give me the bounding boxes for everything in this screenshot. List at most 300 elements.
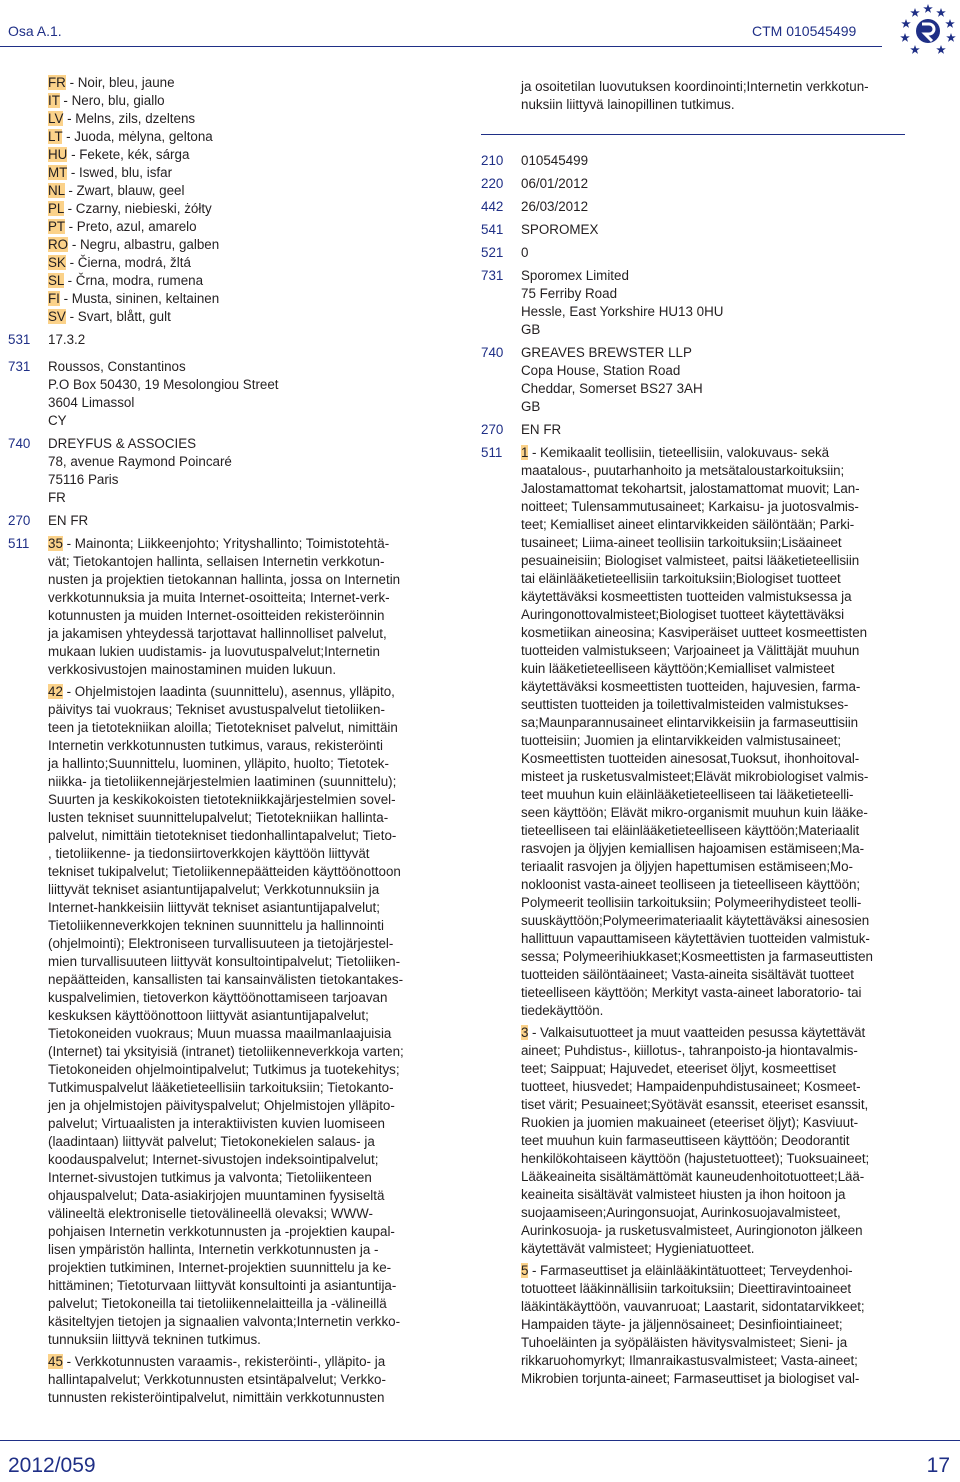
goods-line <box>521 1370 911 1388</box>
colour-list <box>8 74 438 326</box>
goods-text: Ruokien ja juomien makuaineet (eteeriset öljyt); Kasviuut- <box>521 1115 858 1130</box>
goods-text: mukaan lukien uudistamis- ja luovutuspalvelut;Internetin <box>48 644 380 659</box>
goods-line <box>48 845 438 863</box>
colour-translation <box>8 254 438 272</box>
eu-stars-logo-icon <box>897 2 959 58</box>
goods-text: henkilökohtaiseen käyttöön (hajustetuotteet); Tuoksuaineet; <box>521 1151 870 1166</box>
inid-code: 740 <box>8 436 31 451</box>
colour-names: - Noir, bleu, jaune <box>65 75 175 90</box>
goods-text: tiset värit; Pesuaineet;Syötävät esanssit, eteeriset esanssit, <box>521 1097 869 1112</box>
inid-code: 740 <box>481 345 504 360</box>
colour-translation <box>8 290 438 308</box>
goods-line <box>521 1132 911 1150</box>
goods-line <box>521 1280 911 1298</box>
goods-line <box>48 1331 438 1349</box>
language-code: SV <box>48 309 66 324</box>
entry-511 <box>8 535 438 1411</box>
representative-address <box>48 435 438 507</box>
goods-line <box>521 1352 911 1370</box>
goods-line <box>48 899 438 917</box>
class-number: 35 <box>48 536 63 551</box>
goods-line <box>48 1313 438 1331</box>
inid-code: 442 <box>481 199 504 214</box>
goods-text: Tuhoeläinten ja syöpäläisten hävitysvalmisteet; Sieni- ja <box>521 1335 848 1350</box>
goods-text: rikkaruohomyrkyt; Ilmanraikastusvalmisteet; Vasta-aineet; <box>521 1353 858 1368</box>
goods-text: verkkotunnuksia ja muita Internet-osoitteita; Internet-verk- <box>48 590 390 605</box>
goods-line <box>48 1169 438 1187</box>
goods-line <box>521 660 911 678</box>
goods-line <box>521 552 911 570</box>
goods-text: teet muuhun kuin eläinlääketieteelliseen tai lääketieteelli- <box>521 787 854 802</box>
goods-line <box>48 1241 438 1259</box>
colour-translation <box>8 110 438 128</box>
goods-line <box>521 966 911 984</box>
language-code: FI <box>48 291 60 306</box>
goods-text: sessa; Polymeerihiukkaset;Kosmeettisten ja farmaseuttisten <box>521 949 873 964</box>
language-code: NL <box>48 183 65 198</box>
goods-text: vät; Tietokantojen hallinta, sellaisen Internetin verkkotun- <box>48 554 385 569</box>
goods-line <box>521 930 911 948</box>
inid-code: 511 <box>481 445 503 460</box>
goods-text: ja hallinto;Suunnittelu, luominen, ylläpito, huolto; Tietotek- <box>48 756 389 771</box>
goods-line <box>521 858 911 876</box>
goods-text: suuskäyttöön;Polymeerimateriaalit käytettäväksi ainesosien <box>521 913 870 928</box>
address-line: P.O Box 50430, 19 Mesolongiou Street <box>48 377 279 392</box>
goods-text: misteet ja rusketusvalmisteet;Elävät mikrobiologiset valmis- <box>521 769 869 784</box>
goods-line <box>521 948 911 966</box>
goods-line <box>521 750 911 768</box>
goods-line <box>521 642 911 660</box>
goods-text: tuotteisiin; Juomien ja elintarvikkeiden valmistusaineet; <box>521 733 841 748</box>
goods-line <box>48 881 438 899</box>
goods-line <box>521 1096 911 1114</box>
goods-text: keskuksen käyttöönottoon liittyvät asiantuntijapalvelut; <box>48 1008 369 1023</box>
language-code: PT <box>48 219 65 234</box>
goods-line <box>48 773 438 791</box>
footer-rule <box>0 1440 960 1441</box>
goods-text: tuotteiden valmistukseen; Varjoaineet ja Välittäjät muuhun <box>521 643 860 658</box>
goods-line <box>521 1222 911 1240</box>
goods-text: hallittuun vapauttamiseen käytettävien tuotteiden valmistuk- <box>521 931 870 946</box>
entry-210 <box>481 152 911 170</box>
goods-text: niikka- ja tietoliikennejärjestelmien laatiminen (suunnittelu); <box>48 774 397 789</box>
goods-line <box>521 1114 911 1132</box>
goods-line <box>521 822 911 840</box>
goods-text: pohjaisen Internetin verkkotunnusten ja -projektien kaupal- <box>48 1224 395 1239</box>
goods-line <box>48 917 438 935</box>
class-number: 45 <box>48 1354 63 1369</box>
inid-code: 210 <box>481 153 504 168</box>
goods-line <box>521 1150 911 1168</box>
entry-731 <box>8 358 438 430</box>
goods-line <box>521 462 911 480</box>
goods-text: tuotteet, hiusvedet; Hampaidenpuhdistusaineet; Kosmeet- <box>521 1079 861 1094</box>
goods-line <box>521 696 911 714</box>
entry-270 <box>481 421 911 439</box>
address-line: GB <box>521 399 541 414</box>
address-line: Sporomex Limited <box>521 268 629 283</box>
goods-text: - Mainonta; Liikkeenjohto; Yrityshallinto; Toimistotehtä- <box>62 536 390 551</box>
continuation-line: ja osoitetilan luovutuksen koordinointi;Internetin verkkotun- <box>521 79 869 94</box>
colour-names: - Juoda, mėlyna, geltona <box>62 129 213 144</box>
colour-names: - Čierna, modrá, žltá <box>65 255 191 270</box>
language-code: LT <box>48 129 63 144</box>
address-line: DREYFUS & ASSOCIES <box>48 436 197 451</box>
goods-line <box>48 1079 438 1097</box>
ctm-number: CTM 010545499 <box>752 23 857 39</box>
goods-text: rasvojen ja öljyjen kemiallisen hajoamisen estämiseen;Ma- <box>521 841 865 856</box>
filing-date: 06/01/2012 <box>521 176 589 191</box>
language-code: IT <box>48 93 60 108</box>
goods-text: välineeltä elektroniselle tietovälineellä olevaksi; WWW- <box>48 1206 373 1221</box>
colour-names: - Negru, albastru, galben <box>68 237 220 252</box>
goods-text: sa;Maunparannusaineet elintarvikkeisiin ja farmaseuttisiin <box>521 715 858 730</box>
mark-text: SPOROMEX <box>521 222 599 237</box>
goods-text: keaineita sisältävät valmisteet hiusten ja ihon hoitoon ja <box>521 1187 846 1202</box>
goods-line <box>48 625 438 643</box>
goods-line <box>521 768 911 786</box>
entry-740 <box>481 344 911 416</box>
goods-text: nepäätteiden, kansallisten tai kansainvälisten tietokantakes- <box>48 972 404 987</box>
goods-line <box>48 1353 438 1371</box>
goods-line <box>521 1002 911 1020</box>
goods-text: maatalous-, puutarhanhoito ja metsätaloustarkoituksiin; <box>521 463 845 478</box>
goods-line <box>48 791 438 809</box>
goods-text: Aurinkosuoja- ja rusketusvalmisteet, Auringionoton jälkeen <box>521 1223 863 1238</box>
colour-names: - Zwart, blauw, geel <box>64 183 185 198</box>
colour-names: - Fekete, kék, sárga <box>67 147 190 162</box>
mark-value: 0 <box>521 245 529 260</box>
goods-line <box>48 1025 438 1043</box>
goods-line <box>48 1371 438 1389</box>
address-line: GB <box>521 322 541 337</box>
address-line: Roussos, Constantinos <box>48 359 186 374</box>
goods-text: (ohjelmointi); Elektroniseen turvallisuuteen ja tietojärjestel- <box>48 936 394 951</box>
goods-text: Tietokoneiden vuokraus; Muun muassa maailmanlaajuisia <box>48 1026 392 1041</box>
goods-services <box>48 535 438 1411</box>
inid-code: 731 <box>8 359 31 374</box>
goods-line <box>521 876 911 894</box>
goods-text: Polymeerit teollisiin tarkoituksiin; Polymeerihydisteet teolli- <box>521 895 862 910</box>
goods-text: Internet-sivustojen tutkimus ja valvonta; Tietoliikenteen <box>48 1170 372 1185</box>
goods-line <box>48 683 438 701</box>
colour-names: - Melns, zils, dzeltens <box>63 111 196 126</box>
entry-220 <box>481 175 911 193</box>
goods-line <box>521 1298 911 1316</box>
goods-line <box>48 1223 438 1241</box>
address-line: CY <box>48 413 67 428</box>
goods-text: teet muuhun kuin farmaseuttiseen käyttöön; Deodorantit <box>521 1133 850 1148</box>
application-number: 010545499 <box>521 153 589 168</box>
goods-line <box>48 701 438 719</box>
left-column <box>8 74 438 1411</box>
goods-line <box>521 444 911 462</box>
goods-text: tusaineet; Liima-aineet teollisiin tarkoituksiin;Lisäaineet <box>521 535 842 550</box>
goods-text: totuotteet lääkinnällisiin tarkoituksiin; Dieettiravintoaineet <box>521 1281 851 1296</box>
goods-line <box>48 1133 438 1151</box>
goods-line <box>48 1205 438 1223</box>
address-line: 3604 Limassol <box>48 395 135 410</box>
inid-code: 270 <box>481 422 504 437</box>
goods-line <box>521 1316 911 1334</box>
goods-text: hittäminen; Tietoturvaan liittyvät konsultointi ja asiantuntija- <box>48 1278 397 1293</box>
entry-731 <box>481 267 911 339</box>
goods-line <box>48 755 438 773</box>
inid-code: 220 <box>481 176 504 191</box>
address-line: 75 Ferriby Road <box>521 286 618 301</box>
goods-line <box>521 1186 911 1204</box>
goods-line <box>521 984 911 1002</box>
inid-code: 541 <box>481 222 504 237</box>
address-line: Copa House, Station Road <box>521 363 681 378</box>
address-line: Cheddar, Somerset BS27 3AH <box>521 381 703 396</box>
goods-line <box>521 1240 911 1258</box>
goods-text: lusten tekniset suunnittelupalvelut; Tietotekniikan hallinta- <box>48 810 389 825</box>
entry-divider <box>481 134 905 135</box>
goods-text: Internetin verkkotunnusten tutkimus, varaus, rekisteröinti <box>48 738 383 753</box>
goods-text: päivitys tai vuokraus; Tekniset avustuspalvelut tietoliiken- <box>48 702 385 717</box>
goods-text: - Verkkotunnusten varaamis-, rekisteröinti-, ylläpito- ja <box>62 1354 386 1369</box>
goods-text: nusten ja projektien tietokannan hallinta, jossa on Internetin <box>48 572 401 587</box>
address-line: Hessle, East Yorkshire HU13 0HU <box>521 304 724 319</box>
colour-translation <box>8 272 438 290</box>
goods-text: Kosmeettisten tuotteiden ainesosat,Tuoksut, ihonhoitoval- <box>521 751 860 766</box>
goods-text: teet; Saippuat; Hajuvedet, eteeriset öljyt, kosmeettiset <box>521 1061 836 1076</box>
language-code: LV <box>48 111 64 126</box>
goods-text: verkkosivustojen mainostaminen muiden lukuun. <box>48 662 337 677</box>
language-code: FR <box>48 75 66 90</box>
entry-531 <box>8 331 438 349</box>
goods-text: käytettäväksi kosmeettisten tuotteiden valmistuksessa ja <box>521 589 852 604</box>
goods-text: - Kemikaalit teollisiin, tieteellisiin, valokuvaus- sekä <box>528 445 829 460</box>
goods-line <box>48 607 438 625</box>
class-number: 5 <box>521 1263 529 1278</box>
colour-translation <box>8 182 438 200</box>
goods-text: tunnusten rekisteröintipalvelut, nimittäin verkkotunnusten <box>48 1390 385 1405</box>
goods-text: kuin lääketieteelliseen käyttöön;Kemialliset valmisteet <box>521 661 835 676</box>
colour-translation <box>8 128 438 146</box>
entry-521 <box>481 244 911 262</box>
goods-text: - Farmaseuttiset ja eläinlääkintätuotteet; Terveydenhoi- <box>528 1263 853 1278</box>
nice-class-paragraph <box>48 683 438 1349</box>
inid-code: 511 <box>8 536 30 551</box>
goods-line <box>521 1168 911 1186</box>
goods-text: tekniset tukipalvelut; Tietoliikennepäätteiden käyttöönottoon <box>48 864 401 879</box>
goods-line <box>48 1151 438 1169</box>
goods-line <box>48 1007 438 1025</box>
goods-text: lisen ympäristön hallinta, Internetin verkkotunnusten ja - <box>48 1242 379 1257</box>
goods-text: palvelut; Virtuaalisten ja interaktiivisten kuvien luomiseen <box>48 1116 385 1131</box>
nice-class-paragraph <box>521 1262 911 1388</box>
goods-text: tieteelliseen tai eläinlääketieteelliseen käyttöön;Materiaalit <box>521 823 860 838</box>
goods-line <box>48 989 438 1007</box>
colour-translation <box>8 218 438 236</box>
goods-line <box>48 1043 438 1061</box>
goods-text: kotunnusten ja muiden Internet-osoitteiden rekisteröinnin <box>48 608 385 623</box>
colour-names: - Nero, blu, giallo <box>59 93 165 108</box>
entry-511 <box>481 444 911 1392</box>
goods-text: teen ja tietotekniikan aloilla; Tietotekniset palvelut, nimittäin <box>48 720 398 735</box>
page-number: 17 <box>926 1454 950 1477</box>
goods-line <box>48 589 438 607</box>
header-rule <box>0 46 882 47</box>
goods-text: liittyvät tekniset asiantuntijapalvelut; Verkkotunnuksiin ja <box>48 882 380 897</box>
goods-line <box>48 737 438 755</box>
goods-line <box>521 624 911 642</box>
inid-code: 531 <box>8 332 31 347</box>
language-code: RO <box>48 237 69 252</box>
goods-text: kuspalvelimien, tietoverkon käyttöönottamiseen tarjoavan <box>48 990 388 1005</box>
inid-code: 270 <box>8 513 31 528</box>
goods-line <box>48 535 438 553</box>
language-code: SL <box>48 273 64 288</box>
goods-line <box>48 1389 438 1407</box>
goods-text: Hampaiden täyte- ja jäljennösaineet; Desinfiointiaineet; <box>521 1317 843 1332</box>
entry-value: 17.3.2 <box>48 332 86 347</box>
goods-line <box>48 971 438 989</box>
goods-line <box>48 1277 438 1295</box>
language-code: HU <box>48 147 68 162</box>
goods-line <box>48 661 438 679</box>
colour-translation <box>8 236 438 254</box>
goods-line <box>521 1262 911 1280</box>
colour-names: - Svart, blått, gult <box>65 309 171 324</box>
goods-text: Tietokoneiden ohjelmointipalvelut; Tutkimus ja tuotekehitys; <box>48 1062 400 1077</box>
goods-text: aineet; Puhdistus-, kiillotus-, tahranpoisto-ja hiontavalmis- <box>521 1043 858 1058</box>
goods-text: tiedekäyttöön. <box>521 1003 604 1018</box>
entry-740 <box>8 435 438 507</box>
goods-text: koodauspalvelut; Internet-sivustojen indeksointipalvelut; <box>48 1152 379 1167</box>
goods-text: nokloonist vasta-aineet teolliseen ja tieteelliseen käyttöön; <box>521 877 861 892</box>
goods-line <box>521 534 911 552</box>
goods-line <box>521 894 911 912</box>
languages: EN FR <box>48 513 89 528</box>
goods-text: - Ohjelmistojen laadinta (suunnittelu), asennus, ylläpito, <box>62 684 395 699</box>
goods-text: käsiteltyjen tietojen ja signaalien valvonta;Internetin verkko- <box>48 1314 401 1329</box>
goods-line <box>521 786 911 804</box>
goods-text: Jalostamattomat tekohartsit, jalostamattomat muovit; Lan- <box>521 481 860 496</box>
goods-text: (laadintaan) liittyvät palvelut; Tietokonekielen salaus- ja <box>48 1134 375 1149</box>
address-line: GREAVES BREWSTER LLP <box>521 345 692 360</box>
address-line: FR <box>48 490 66 505</box>
nice-class-paragraph <box>521 1024 911 1258</box>
publication-date: 26/03/2012 <box>521 199 589 214</box>
goods-text: palvelut, nimittäin tietotekniset tiedonhallintapalvelut; Tieto- <box>48 828 397 843</box>
goods-services <box>521 444 911 1392</box>
goods-text: tuotteiden säilöntäaineet; Vasta-aineita sisältävät tuotteet <box>521 967 854 982</box>
goods-line <box>521 588 911 606</box>
goods-text: jen ja ohjelmistojen päivityspalvelut; Ohjelmistojen ylläpito- <box>48 1098 395 1113</box>
class-number: 1 <box>521 445 529 460</box>
colour-translation <box>8 146 438 164</box>
language-code: SK <box>48 255 66 270</box>
colour-translation <box>8 308 438 326</box>
nice-class-paragraph <box>48 1353 438 1407</box>
goods-line <box>48 863 438 881</box>
goods-line <box>48 809 438 827</box>
colour-translation <box>8 200 438 218</box>
goods-text: suojaamiseen;Auringonsuojat, Aurinkosuojavalmisteet, <box>521 1205 841 1220</box>
applicant-address <box>521 267 911 339</box>
languages: EN FR <box>521 422 562 437</box>
entry-541 <box>481 221 911 239</box>
goods-line <box>48 1187 438 1205</box>
goods-text: Lääkeaineita sisältämättömät kauneudenhoitotuotteet;Lää- <box>521 1169 865 1184</box>
goods-line <box>48 953 438 971</box>
goods-line <box>521 714 911 732</box>
goods-line <box>48 1061 438 1079</box>
goods-line <box>521 480 911 498</box>
goods-line <box>521 516 911 534</box>
goods-text: (Internet) tai yksityisiä (intranet) tietoliikenneverkkoja varten; <box>48 1044 404 1059</box>
colour-translation <box>8 164 438 182</box>
address-line: 75116 Paris <box>48 472 119 487</box>
goods-text: teriaalit rasvojen ja öljyjen hapettumisen estämiseen;Mo- <box>521 859 853 874</box>
goods-line <box>48 1097 438 1115</box>
inid-code: 521 <box>481 245 504 260</box>
applicant-address <box>48 358 438 430</box>
goods-text: noitteet; Tulensammutusaineet; Karkaisu- ja juotosvalmis- <box>521 499 859 514</box>
goods-line <box>521 732 911 750</box>
goods-line <box>48 571 438 589</box>
language-code: PL <box>48 201 64 216</box>
goods-text: teet; Kemialliset aineet elintarvikkeiden säilöntään; Parki- <box>521 517 855 532</box>
address-line: 78, avenue Raymond Poincaré <box>48 454 232 469</box>
goods-line <box>48 1295 438 1313</box>
goods-line <box>521 1334 911 1352</box>
goods-line <box>48 719 438 737</box>
goods-text: kosmetiikan aineosina; Kasviperäiset uutteet kosmeettisten <box>521 625 867 640</box>
representative-address <box>521 344 911 416</box>
goods-text: tai eläinlääketieteellisiin tarkoituksiin;Biologiset tuotteet <box>521 571 841 586</box>
goods-line <box>521 1042 911 1060</box>
goods-text: seuttisten tuotteiden ja toilettivalmisteiden valmistukses- <box>521 697 849 712</box>
colour-names: - Iswed, blu, isfar <box>67 165 173 180</box>
colour-names: - Czarny, niebieski, żółty <box>63 201 212 216</box>
goods-line <box>521 804 911 822</box>
colour-names: - Musta, sininen, keltainen <box>59 291 220 306</box>
goods-text: Mikrobien torjunta-aineet; Farmaseuttiset ja biologiset val- <box>521 1371 860 1386</box>
goods-line <box>48 935 438 953</box>
class-number: 42 <box>48 684 63 699</box>
goods-text: - Valkaisutuotteet ja muut vaatteiden pesussa käytettävät <box>528 1025 866 1040</box>
entry-270 <box>8 512 438 530</box>
goods-line <box>48 643 438 661</box>
goods-text: tunnuksiin liittyvä tekninen tutkimus. <box>48 1332 261 1347</box>
colour-names: - Preto, azul, amarelo <box>64 219 197 234</box>
goods-line <box>48 553 438 571</box>
goods-text: Tietoliikenneverkkojen tekninen suunnittelu ja hallinnointi <box>48 918 384 933</box>
goods-continuation <box>481 78 911 114</box>
class-number: 3 <box>521 1025 529 1040</box>
goods-line <box>521 570 911 588</box>
goods-line <box>48 1259 438 1277</box>
goods-line <box>521 1204 911 1222</box>
goods-text: , tietoliikenne- ja tiedonsiirtoverkkojen käyttöön liittyvät <box>48 846 370 861</box>
goods-text: pesuaineisiin; Biologiset valmisteet, paitsi lääketieteellisiin <box>521 553 860 568</box>
goods-text: Auringonottovalmisteet;Biologiset tuotteet käytettäväksi <box>521 607 845 622</box>
goods-text: projektien tutkiminen, Internet-projektien suunnittelu ja ke- <box>48 1260 392 1275</box>
colour-names: - Črna, modra, rumena <box>63 273 204 288</box>
goods-line <box>521 606 911 624</box>
goods-text: Tutkimuspalvelut lääketieteellisiin tarkoituksiin; Tietokanto- <box>48 1080 394 1095</box>
section-label: Osa A.1. <box>8 23 62 39</box>
issue-number: 2012/059 <box>8 1454 96 1477</box>
goods-line <box>521 1060 911 1078</box>
goods-text: tieteelliseen käyttöön; Merkityt vasta-aineet laboratorio- tai <box>521 985 862 1000</box>
goods-text: käytettäväksi kosmeettisten tuotteiden, hajuvesien, farma- <box>521 679 861 694</box>
colour-translation <box>8 92 438 110</box>
